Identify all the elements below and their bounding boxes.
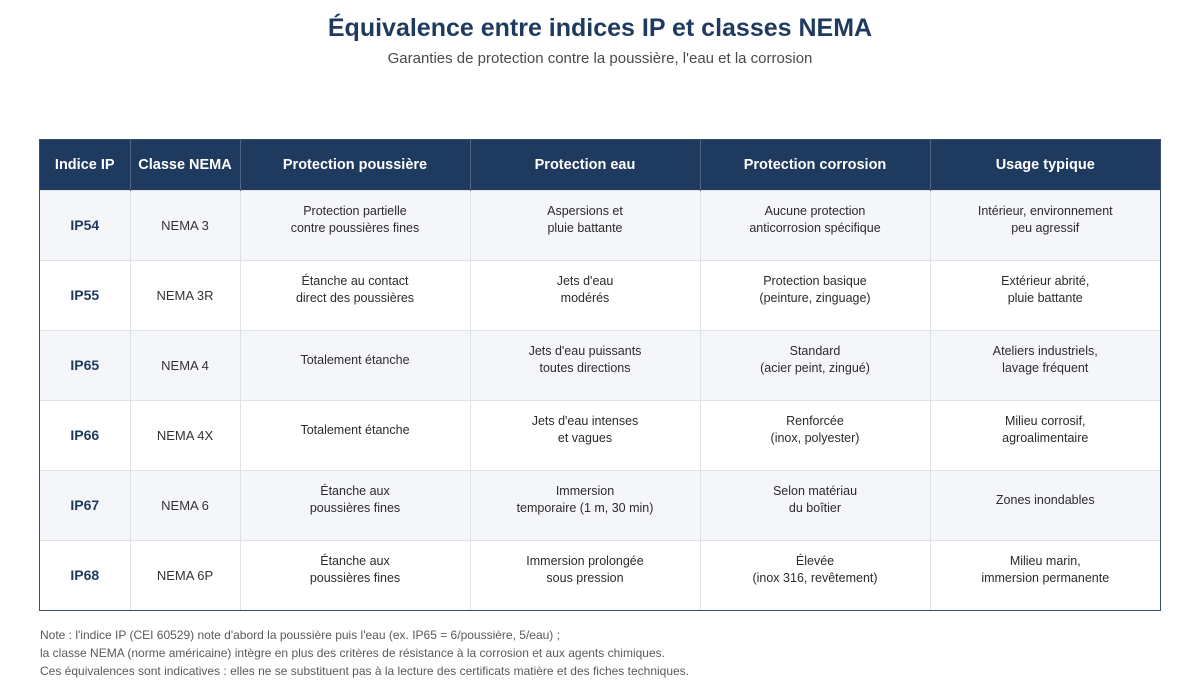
- cell-corrosion-protection-text: Protection basique (peinture, zinguage): [759, 274, 871, 305]
- cell-nema-class-text: NEMA 3: [161, 217, 209, 233]
- table-row: [40, 400, 1160, 470]
- cell-corrosion-protection: [700, 190, 930, 260]
- cell-nema-class-text: NEMA 6: [161, 497, 209, 513]
- equivalence-table: [39, 139, 1161, 611]
- header-water-protection: Protection eau: [470, 140, 700, 190]
- cell-dust-protection: [240, 330, 470, 400]
- cell-corrosion-protection-text: Renforcée (inox, polyester): [770, 414, 860, 445]
- header-typical-usage: Usage typique: [930, 140, 1160, 190]
- header-nema-class: Classe NEMA: [130, 140, 240, 190]
- cell-dust-protection-text: Étanche au contact direct des poussières: [295, 274, 415, 305]
- cell-corrosion-protection: [700, 400, 930, 470]
- footnote-line: Note : l'indice IP (CEI 60529) note d'abord la poussière puis l'eau (ex. IP65 = 6/poussière, 5/eau) ;: [40, 628, 560, 642]
- cell-nema-class: [130, 400, 240, 470]
- cell-corrosion-protection-text: Élevée (inox 316, revêtement): [752, 554, 878, 586]
- cell-corrosion-protection-text: Standard (acier peint, zingué): [760, 344, 870, 375]
- footnote: [40, 626, 1160, 680]
- cell-dust-protection-text: Étanche aux poussières fines: [309, 484, 401, 515]
- cell-dust-protection-text: Totalement étanche: [300, 422, 410, 437]
- cell-dust-protection: [240, 470, 470, 540]
- cell-nema-class: [130, 260, 240, 330]
- table-row: [40, 540, 1160, 610]
- cell-dust-protection-text: Étanche aux poussières fines: [309, 554, 401, 586]
- cell-dust-protection: [240, 400, 470, 470]
- table-row: [40, 330, 1160, 400]
- cell-nema-class-text: NEMA 6P: [156, 567, 214, 583]
- cell-ip-index: [40, 330, 130, 400]
- header-dust-protection: Protection poussière: [240, 140, 470, 190]
- cell-typical-usage: [930, 400, 1160, 470]
- cell-nema-class-text: NEMA 4X: [156, 427, 214, 443]
- cell-typical-usage-text: Extérieur abrité, pluie battante: [1001, 274, 1090, 305]
- cell-ip-index: [40, 540, 130, 610]
- cell-ip-index: [40, 260, 130, 330]
- cell-typical-usage: [930, 330, 1160, 400]
- cell-nema-class: [130, 540, 240, 610]
- table-row: [40, 260, 1160, 330]
- cell-water-protection: [470, 400, 700, 470]
- cell-ip-index-text: IP66: [70, 426, 100, 443]
- table-header-row: [40, 140, 1160, 190]
- footnote-line: la classe NEMA (norme américaine) intègre en plus des critères de résistance à la corrosion et aux agents chimiques.: [40, 646, 665, 660]
- cell-nema-class: [130, 330, 240, 400]
- cell-typical-usage: [930, 260, 1160, 330]
- footnote-line: Ces équivalences sont indicatives : elles ne se substituent pas à la lecture des certificats matière et des fiches techniques.: [40, 664, 690, 678]
- table-row: [40, 470, 1160, 540]
- cell-water-protection: [470, 190, 700, 260]
- cell-ip-index-text: IP67: [70, 496, 100, 513]
- cell-typical-usage: [930, 190, 1160, 260]
- cell-corrosion-protection-text: Aucune protection anticorrosion spécifique: [749, 204, 881, 235]
- cell-dust-protection-text: Protection partielle contre poussières fines: [290, 204, 420, 235]
- cell-typical-usage-text: Milieu corrosif, agroalimentaire: [1002, 414, 1089, 445]
- cell-water-protection-text: Jets d'eau modérés: [556, 274, 614, 305]
- cell-water-protection-text: Aspersions et pluie battante: [547, 204, 623, 235]
- cell-water-protection: [470, 330, 700, 400]
- cell-water-protection: [470, 470, 700, 540]
- cell-ip-index: [40, 400, 130, 470]
- cell-ip-index: [40, 190, 130, 260]
- cell-water-protection-text: Immersion prolongée sous pression: [526, 554, 644, 586]
- cell-nema-class: [130, 190, 240, 260]
- cell-ip-index-text: IP55: [70, 286, 100, 303]
- cell-nema-class: [130, 470, 240, 540]
- header-ip-index: Indice IP: [40, 140, 130, 190]
- cell-water-protection-text: Jets d'eau puissants toutes directions: [528, 344, 642, 375]
- cell-typical-usage-text: Milieu marin, immersion permanente: [981, 554, 1110, 586]
- cell-ip-index-text: IP68: [70, 566, 100, 583]
- cell-water-protection: [470, 260, 700, 330]
- cell-typical-usage-text: Ateliers industriels, lavage fréquent: [992, 344, 1098, 375]
- table-row: [40, 190, 1160, 260]
- cell-corrosion-protection: [700, 260, 930, 330]
- cell-dust-protection: [240, 190, 470, 260]
- cell-water-protection-text: Jets d'eau intenses et vagues: [531, 414, 639, 445]
- cell-nema-class-text: NEMA 3R: [156, 287, 214, 303]
- cell-dust-protection: [240, 260, 470, 330]
- cell-typical-usage-text: Intérieur, environnement peu agressif: [977, 204, 1113, 235]
- cell-dust-protection-text: Totalement étanche: [300, 352, 410, 367]
- cell-corrosion-protection-text: Selon matériau du boîtier: [772, 484, 858, 515]
- cell-nema-class-text: NEMA 4: [161, 357, 209, 373]
- cell-typical-usage: [930, 540, 1160, 610]
- page-title: Équivalence entre indices IP et classes NEMA: [327, 14, 873, 42]
- page-subtitle: Garanties de protection contre la poussière, l'eau et la corrosion: [387, 50, 813, 67]
- cell-typical-usage: [930, 470, 1160, 540]
- cell-water-protection: [470, 540, 700, 610]
- cell-ip-index-text: IP54: [70, 216, 100, 233]
- cell-water-protection-text: Immersion temporaire (1 m, 30 min): [516, 484, 654, 515]
- cell-corrosion-protection: [700, 540, 930, 610]
- cell-corrosion-protection: [700, 470, 930, 540]
- cell-ip-index-text: IP65: [70, 356, 100, 373]
- cell-corrosion-protection: [700, 330, 930, 400]
- cell-typical-usage-text: Zones inondables: [995, 492, 1095, 507]
- cell-ip-index: [40, 470, 130, 540]
- cell-dust-protection: [240, 540, 470, 610]
- header-corrosion-protection: Protection corrosion: [700, 140, 930, 190]
